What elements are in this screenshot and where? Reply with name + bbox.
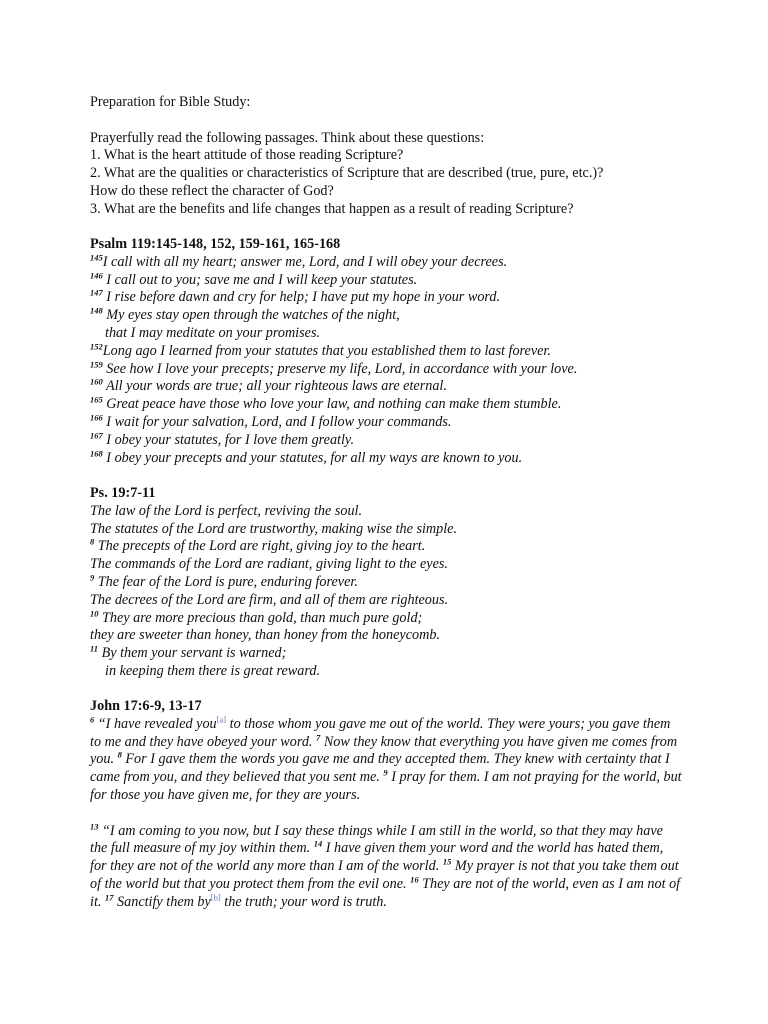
verse-text: “I have revealed you xyxy=(97,715,217,732)
verse-number: 167 xyxy=(90,430,103,441)
verse-number: 145 xyxy=(90,252,103,263)
blank-line xyxy=(90,112,690,130)
verse-number: 166 xyxy=(90,412,103,423)
verse-text: See how I love your precepts; preserve my life, Lord, in accordance with your love. xyxy=(106,360,578,377)
verse-text: that I may meditate on your promises. xyxy=(105,324,321,341)
line-text: The decrees of the Lord are firm, and all of them are righteous. xyxy=(90,591,449,608)
question-2-continued: How do these reflect the character of God? xyxy=(90,182,334,199)
verse-number: 10 xyxy=(90,607,99,618)
verse-number: 11 xyxy=(90,643,99,654)
verse-number: 8 xyxy=(90,536,95,547)
verse-line-continued xyxy=(90,325,690,343)
poem-line xyxy=(90,645,690,663)
verse-number: 9 xyxy=(90,572,95,583)
intro-heading: Preparation for Bible Study: xyxy=(90,94,251,110)
verse-text: I rise before dawn and cry for help; I have put my hope in your word. xyxy=(106,289,501,306)
line-text: The statutes of the Lord are trustworthy, making wise the simple. xyxy=(90,520,458,537)
question-1: 1. What is the heart attitude of those reading Scripture? xyxy=(90,147,404,164)
verse-number: 160 xyxy=(90,376,103,387)
question-3: 3. What are the benefits and life changes that happen as a result of reading Scripture? xyxy=(90,200,574,217)
verse-text: My eyes stay open through the watches of the night, xyxy=(106,307,400,324)
verse-text: I call with all my heart; answer me, Lord, and I will obey your decrees. xyxy=(102,253,508,270)
line-text: The law of the Lord is perfect, reviving the soul. xyxy=(90,502,363,519)
verse-text: All your words are true; all your righteous laws are eternal. xyxy=(106,378,447,395)
verse-line xyxy=(90,343,690,361)
verse-text: My prayer is not that you take them out of the world but that you protect them from the evil one. xyxy=(90,858,679,892)
verse-text: Great peace have those who love your law, and nothing can make them stumble. xyxy=(106,396,562,413)
verse-text: Now they know that everything you have given me comes from you. xyxy=(90,733,678,768)
verse-number: 152 xyxy=(90,341,103,352)
verse-line xyxy=(90,307,690,325)
psalm-119-title: Psalm 119:145-148, 152, 159-161, 165-168 xyxy=(90,236,341,252)
verse-number: 9 xyxy=(383,767,388,778)
line-text: The commands of the Lord are radiant, giving light to the eyes. xyxy=(90,556,448,573)
verse-line xyxy=(90,432,690,450)
verse-text: Sanctify them by xyxy=(117,893,211,910)
verse-line xyxy=(90,447,690,468)
line-text: they are sweeter than honey, than honey from the honeycomb. xyxy=(90,627,440,644)
psalm-19-title: Ps. 19:7-11 xyxy=(90,485,156,501)
verse-line xyxy=(90,358,690,379)
john-paragraph-1 xyxy=(90,716,682,805)
footnote-link[interactable]: [ $^b$ ] xyxy=(211,892,221,902)
verse-text: For I gave them the words you gave me and they accepted them. They knew with certainty that I came from you, and they believed that you sent me. xyxy=(90,751,670,786)
verse-number: 17 xyxy=(104,892,114,903)
verse-number: 7 xyxy=(316,731,321,742)
verse-text: I obey your precepts and your statutes, for all my ways are known to you. xyxy=(106,449,523,466)
poem-line xyxy=(90,521,690,539)
verse-number: 13 xyxy=(90,820,99,831)
blank-line xyxy=(90,805,682,823)
verse-line xyxy=(90,289,690,307)
line-text: They are more precious than gold, than much pure gold; xyxy=(102,609,423,626)
verse-number: 168 xyxy=(90,447,103,458)
verse-number: 14 xyxy=(313,838,323,849)
verse-text: I obey your statutes, for I love them greatly. xyxy=(106,431,354,448)
poem-line xyxy=(90,627,690,645)
verse-number: 15 xyxy=(442,856,452,867)
verse-text: to those whom you gave me out of the world. They were yours; you gave them to me and they have obeyed your word. xyxy=(90,715,671,750)
poem-line xyxy=(90,607,690,628)
psalm-119-section xyxy=(90,236,690,467)
verse-number: 146 xyxy=(90,269,103,280)
verse-number: 165 xyxy=(90,394,103,405)
verse-text: I have given them your word and the world has hated them, for they are not of the world any more than I am of the world. xyxy=(90,840,664,875)
verse-text: Long ago I learned from your statutes that you established them to last forever. xyxy=(102,342,551,359)
line-text: in keeping them there is great reward. xyxy=(105,662,320,679)
poem-line xyxy=(90,503,690,521)
poem-line xyxy=(90,556,690,574)
verse-text: I wait for your salvation, Lord, and I follow your commands. xyxy=(106,413,452,430)
verse-text: They are not of the world, even as I am not of it. xyxy=(90,875,681,910)
question-2: 2. What are the qualities or characteristics of Scripture that are described (true, pure, etc.)? xyxy=(90,165,604,182)
verse-number: 159 xyxy=(90,358,103,369)
verse-line xyxy=(90,254,690,272)
john-17-section xyxy=(90,698,682,912)
verse-number: 148 xyxy=(90,305,103,316)
verse-number: 147 xyxy=(90,287,103,298)
john-paragraph-2 xyxy=(90,820,682,912)
poem-line xyxy=(90,574,690,592)
verse-text: I call out to you; save me and I will keep your statutes. xyxy=(106,271,418,288)
line-text: The fear of the Lord is pure, enduring forever. xyxy=(97,573,358,590)
poem-line-continued xyxy=(90,663,690,681)
verse-line xyxy=(90,378,690,396)
intro-section xyxy=(90,94,690,219)
verse-line xyxy=(90,269,690,290)
line-text: By them your servant is warned; xyxy=(101,645,287,662)
verse-text: “I am coming to you now, but I say these things while I am still in the world, so that they may have the full measure of my joy within them. xyxy=(90,822,663,857)
verse-text: the truth; your word is truth. xyxy=(220,893,387,910)
line-text: The precepts of the Lord are right, giving joy to the heart. xyxy=(97,538,426,555)
footnote-link[interactable]: [ $^a$ ] xyxy=(217,714,226,724)
verse-line xyxy=(90,414,690,432)
verse-line xyxy=(90,396,690,414)
verse-text: I pray for them. I am not praying for the world, but for those you have given me, for they are yours. xyxy=(90,769,682,803)
psalm-19-section xyxy=(90,485,690,681)
verse-number: 6 xyxy=(90,714,95,725)
poem-line xyxy=(90,538,690,556)
intro-instruction: Prayerfully read the following passages. Think about these questions: xyxy=(90,129,485,146)
verse-number: 16 xyxy=(410,874,419,885)
john-17-title: John 17:6-9, 13-17 xyxy=(90,698,202,714)
verse-number: 8 xyxy=(117,749,122,760)
poem-line xyxy=(90,592,690,610)
